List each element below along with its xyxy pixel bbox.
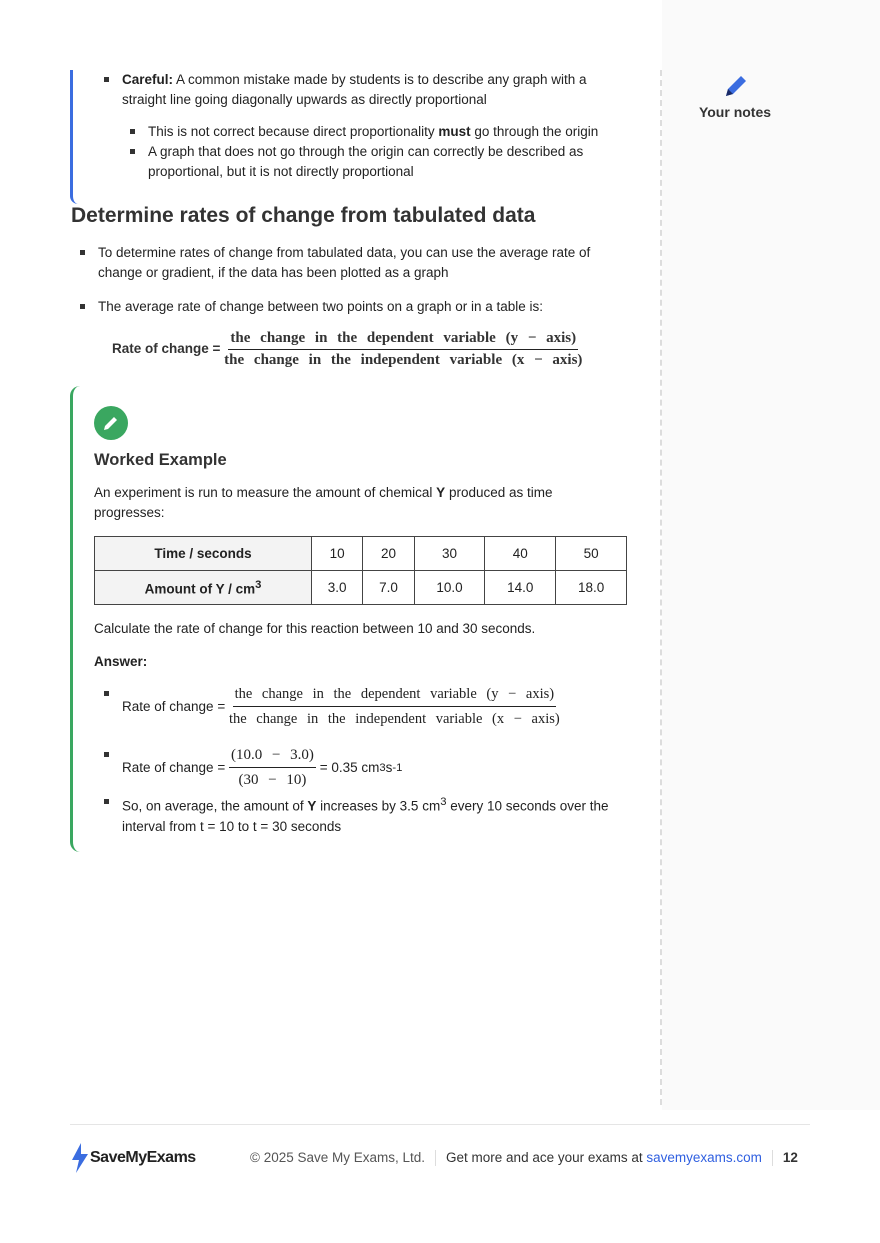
your-notes: Your notes [690, 72, 780, 120]
pencil-icon [94, 406, 128, 440]
answer-label: Answer: [94, 654, 148, 669]
list-item: The average rate of change between two points on a graph or in a table is: [72, 297, 632, 317]
list-item: Rate of change = $\frac{(10.0 - 3.0)}{(30 - 10)}$ = 0.35 cm 3 s -1 [96, 745, 626, 790]
section-title: Determine rates of change from tabulated data [71, 204, 536, 227]
data-table [94, 536, 627, 605]
question: Calculate the rate of change for this reaction between 10 and 30 seconds. [94, 621, 536, 636]
divider [660, 70, 662, 1105]
formula: Rate of change = $\frac{\text{the change in the dependent variable (y − axis)}}{\text{the change in the independent variable (x − axis)}}$ [112, 330, 583, 368]
lightning-icon [70, 1143, 90, 1173]
site-link[interactable]: savemyexams.com [646, 1150, 762, 1165]
logo: SaveMyExams [70, 1143, 196, 1173]
list-item: Rate of change = $\frac{\text{the change in the dependent variable (y − axis)}}{\text{the change in the independent variable (x − axis)}}$ [96, 684, 626, 729]
page-number: 12 [782, 1150, 798, 1165]
careful-list [96, 70, 616, 182]
notes-sidebar [662, 0, 880, 1110]
list-item: Careful: A common mistake made by students is to describe any graph with a straight line going diagonally upwards as directly proportional This is not correct because direct proportionality must go through the origin A graph that does not go through the origin can correctly be described as proportional, but it is not directly proportional [96, 70, 616, 182]
table-row: Time / seconds 10 20 30 40 50 [95, 537, 627, 571]
list-item: So, on average, the amount of Y increases by 3.5 $cm^3$ every 10 seconds over the interval from t = 10 to t = 30 seconds [96, 792, 626, 837]
callout-bar [70, 70, 78, 204]
table-row: Amount of Y / $cm^3$ 3.0 7.0 10.0 14.0 18.0 [95, 571, 627, 605]
example-intro: An experiment is run to measure the amount of chemical Y produced as time progresses: [94, 485, 553, 520]
pencil-icon [720, 72, 750, 102]
copyright: © 2025 Save My Exams, Ltd. [250, 1150, 426, 1165]
footer: SaveMyExams © 2025 Save My Exams, Ltd. Get more and ace your exams at savemyexams.com 12 [70, 1124, 810, 1125]
list-item: A graph that does not go through the origin can correctly be described as proportional, but it is not directly proportional [122, 142, 616, 182]
list-item: To determine rates of change from tabulated data, you can use the average rate of change or gradient, if the data has been plotted as a graph [72, 243, 632, 283]
example-bar [70, 386, 80, 852]
list-item: This is not correct because direct proportionality must go through the origin [122, 122, 616, 142]
example-title: Worked Example [94, 451, 227, 469]
